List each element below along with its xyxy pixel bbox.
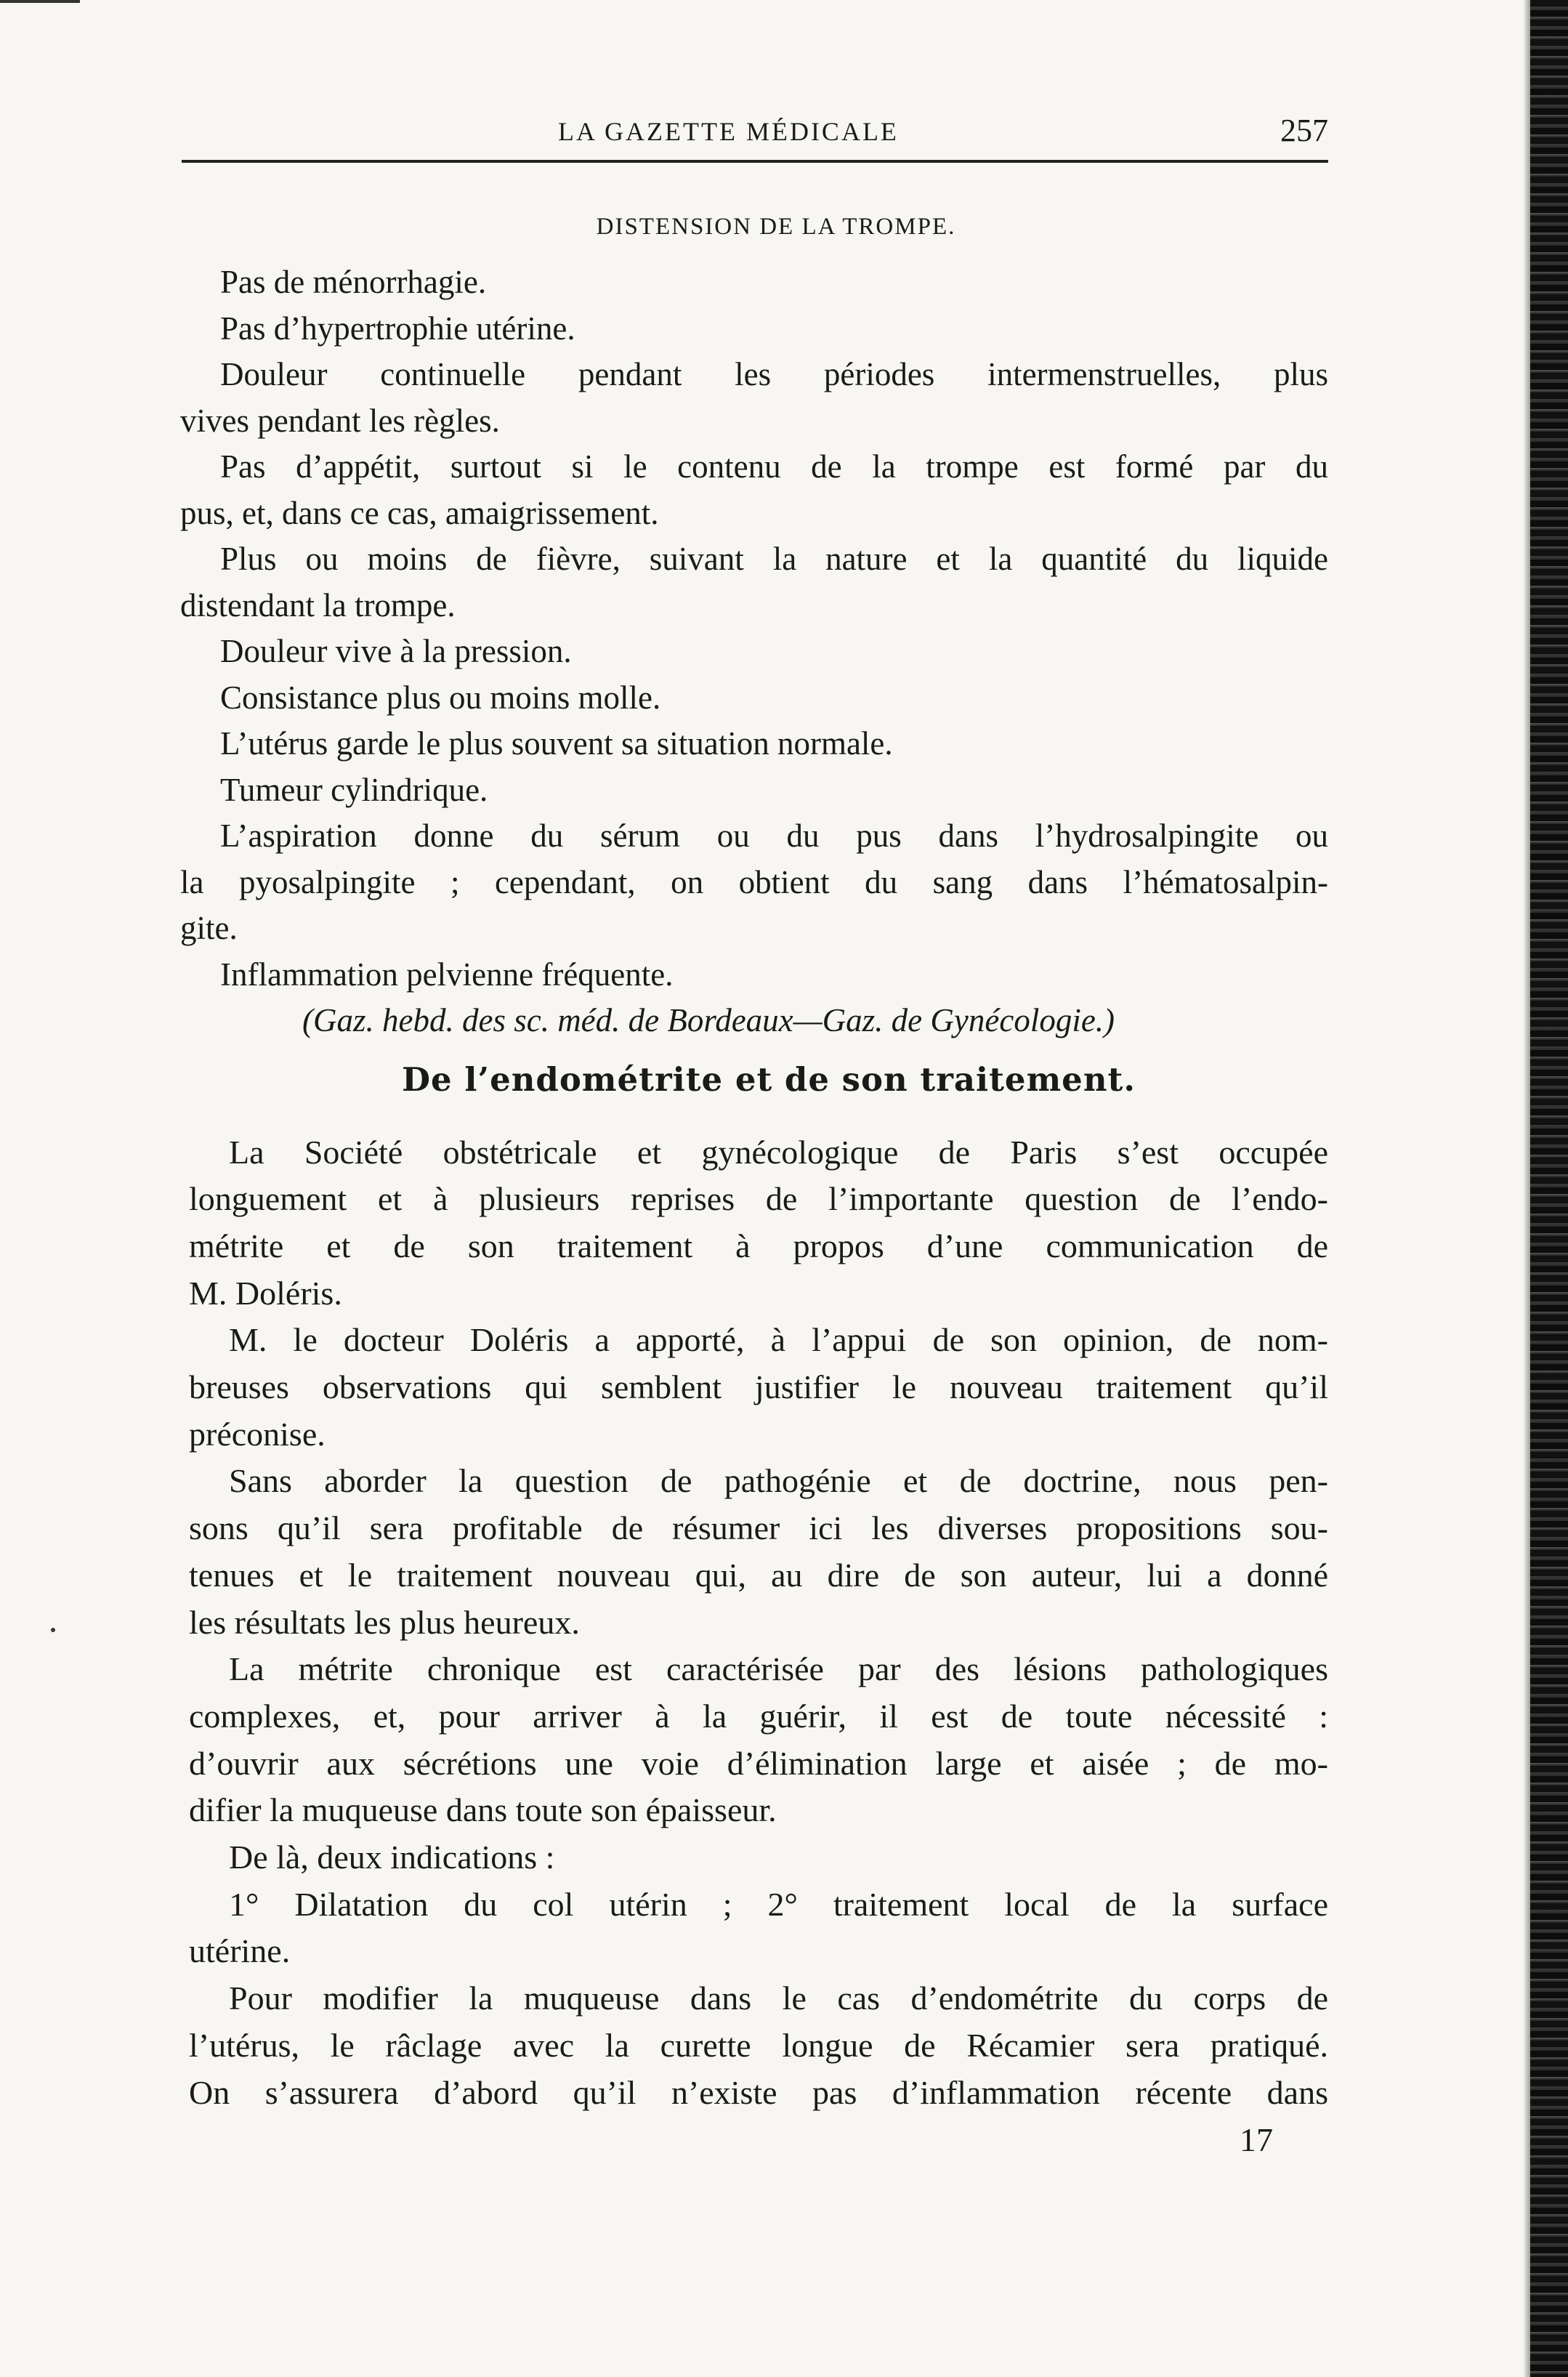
article-line: tenues et le traitement nouveau qui, au dire de son auteur, lui a donné (189, 1556, 1328, 1594)
article-line: M. Doléris. (189, 1274, 342, 1312)
article-line: La Société obstétricale et gynécologique de Paris s’est occupée (229, 1133, 1328, 1171)
symptom-line: distendant la trompe. (180, 586, 456, 623)
symptom-line: Pas d’appétit, surtout si le contenu de la trompe est formé par du (220, 448, 1328, 485)
symptom-line: Plus ou moins de fièvre, suivant la nature et la quantité du liquide (220, 541, 1328, 577)
article-line: La métrite chronique est caractérisée par des lésions pathologiques (229, 1650, 1328, 1688)
running-head (180, 94, 1328, 160)
article-line: M. le docteur Doléris a apporté, à l’appui de son opinion, de nom- (229, 1321, 1328, 1359)
symptom-line: Douleur vive à la pression. (220, 633, 572, 669)
symptom-line: Consistance plus ou moins molle. (220, 679, 661, 716)
article-line: utérine. (189, 1932, 291, 1970)
symptom-list (180, 259, 1328, 998)
article-line: préconise. (189, 1415, 326, 1453)
article-line: d’ouvrir aux sécrétions une voie d’élimination large et aisée ; de mo- (189, 1744, 1328, 1782)
symptom-line: Inflammation pelvienne fréquente. (220, 956, 674, 993)
article-line: complexes, et, pour arriver à la guérir, il est de toute nécessité : (189, 1697, 1328, 1735)
article-line: De là, deux indications : (229, 1839, 555, 1876)
symptom-line: gite. (180, 910, 238, 946)
symptom-line: la pyosalpingite ; cependant, on obtient du sang dans l’hématosalpin- (180, 863, 1328, 900)
document-page (180, 94, 1328, 2159)
scan-corner-mark (0, 0, 80, 3)
article-title: De l’endométrite et de son traitement. (402, 1060, 1136, 1099)
signature-mark: 17 (1240, 2121, 1273, 2159)
stray-speck (51, 1628, 55, 1632)
citation: (Gaz. hebd. des sc. méd. de Bordeaux—Gaz. de Gynécologie.) (302, 1002, 1115, 1038)
symptom-line: L’utérus garde le plus souvent sa situation normale. (220, 725, 893, 762)
scan-edge-shadow (1523, 0, 1530, 2377)
article-line: 1° Dilatation du col utérin ; 2° traitement local de la surface (229, 1885, 1328, 1923)
article-line: breuses observations qui semblent justifier le nouveau traitement qu’il (189, 1368, 1328, 1406)
symptom-line: pus, et, dans ce cas, amaigrissement. (180, 494, 659, 531)
article-line: métrite et de son traitement à propos d’une communication de (189, 1227, 1328, 1264)
article-line: Pour modifier la muqueuse dans le cas d’endométrite du corps de (229, 1980, 1328, 2017)
article-line: difier la muqueuse dans toute son épaisseur. (189, 1791, 777, 1829)
article-body (180, 1129, 1328, 2117)
page-number: 257 (1280, 113, 1328, 148)
running-title: LA GAZETTE MÉDICALE (558, 117, 899, 146)
article-line: Sans aborder la question de pathogénie et de doctrine, nous pen- (229, 1462, 1328, 1500)
scan-binding-edge (1530, 0, 1568, 2377)
header-rule (182, 160, 1328, 163)
symptom-line: L’aspiration donne du sérum ou du pus dans l’hydrosalpingite ou (220, 818, 1328, 854)
article-line: On s’assurera d’abord qu’il n’existe pas d’inflammation récente dans (189, 2073, 1328, 2111)
symptom-line: Pas d’hypertrophie utérine. (220, 310, 575, 347)
article-line: les résultats les plus heureux. (189, 1603, 580, 1641)
symptom-line: Douleur continuelle pendant les périodes intermenstruelles, plus (220, 356, 1328, 392)
section-caption: DISTENSION DE LA TROMPE. (596, 214, 956, 240)
article-line: l’utérus, le râclage avec la curette longue de Récamier sera pratiqué. (189, 2026, 1328, 2064)
article-line: longuement et à plusieurs reprises de l’importante question de l’endo- (189, 1180, 1328, 1218)
article-line: sons qu’il sera profitable de résumer ici les diverses propositions sou- (189, 1509, 1328, 1547)
symptom-line: vives pendant les règles. (180, 402, 500, 439)
symptom-line: Pas de ménorrhagie. (220, 264, 487, 300)
symptom-line: Tumeur cylindrique. (220, 771, 488, 808)
